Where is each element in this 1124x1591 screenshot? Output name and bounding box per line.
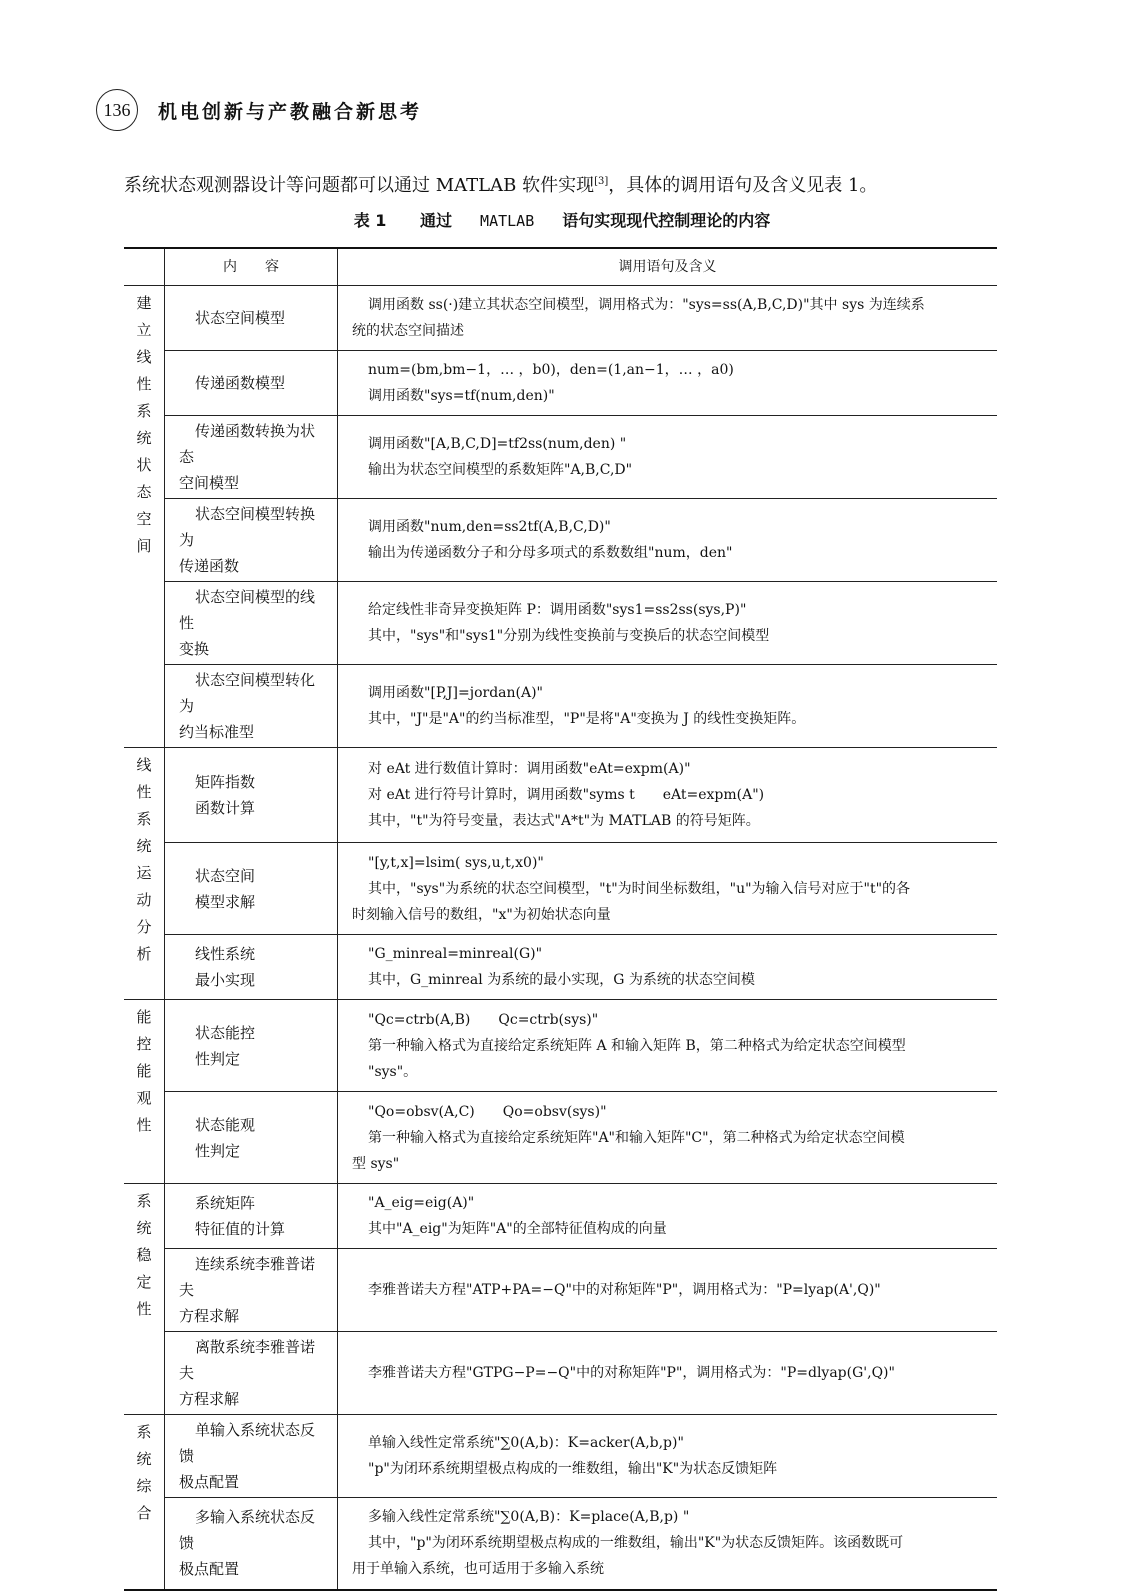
content-line: 性判定 bbox=[195, 1049, 241, 1068]
header-statements: 调用语句及含义 bbox=[338, 248, 998, 286]
statement-cell bbox=[338, 286, 998, 351]
content-cell bbox=[165, 843, 338, 935]
content-line: 状态空间 bbox=[195, 866, 256, 885]
caption-prefix: 通过 bbox=[420, 211, 453, 230]
content-line: 状态空间模型转换为 bbox=[179, 505, 316, 549]
content-line: 传递函数转换为状态 bbox=[179, 422, 316, 466]
statement-line: 型 sys" bbox=[352, 1155, 400, 1172]
content-cell bbox=[165, 748, 338, 843]
statement-line: 其中，"sys"和"sys1"分别为线性变换前与变换后的状态空间模型 bbox=[368, 628, 770, 644]
statement-line: 其中，"t"为符号变量，表达式"A*t"为 MATLAB 的符号矩阵。 bbox=[368, 813, 760, 829]
table-row bbox=[124, 1092, 997, 1184]
statement-line: num=(bm,bm−1，… ，b0)，den=(1,an−1，… ，a0) bbox=[368, 362, 734, 378]
content-line: 系统矩阵 bbox=[195, 1194, 256, 1212]
content-line: 方程求解 bbox=[179, 1307, 240, 1325]
content-line: 传递函数 bbox=[179, 557, 240, 575]
content-line: 特征值的计算 bbox=[195, 1220, 286, 1238]
category-cell bbox=[124, 1184, 165, 1415]
statement-cell bbox=[338, 748, 998, 843]
statement-line: 时刻输入信号的数组，"x"为初始状态向量 bbox=[352, 906, 611, 923]
content-line: 单输入系统状态反馈 bbox=[179, 1421, 316, 1465]
content-cell bbox=[165, 582, 338, 665]
statement-cell bbox=[338, 1092, 998, 1184]
statement-line: 调用函数"sys=tf(num,den)" bbox=[368, 388, 555, 404]
content-cell bbox=[165, 1498, 338, 1590]
statement-line: 给定线性非奇异变换矩阵 P：调用函数"sys1=ss2ss(sys,P)" bbox=[368, 602, 747, 618]
statement-cell bbox=[338, 1000, 998, 1092]
category-label: 系统稳定性 bbox=[136, 1192, 152, 1318]
content-line: 状态空间模型转化为 bbox=[179, 671, 316, 715]
content-line: 空间模型 bbox=[179, 474, 240, 492]
statement-cell bbox=[338, 1249, 998, 1332]
content-line: 函数计算 bbox=[195, 799, 256, 817]
citation-ref: [3] bbox=[594, 176, 609, 187]
caption-label: 表 1 bbox=[353, 211, 387, 230]
category-label: 能控能观性 bbox=[136, 1008, 152, 1134]
content-cell bbox=[165, 1000, 338, 1092]
intro-text: 系统状态观测器设计等问题都可以通过 MATLAB 软件实现 bbox=[124, 175, 595, 196]
statement-line: 第一种输入格式为直接给定系统矩阵 A 和输入矩阵 B，第二种格式为给定状态空间模型 bbox=[368, 1037, 906, 1054]
statement-line: "[y,t,x]=lsim( sys,u,t,x0)" bbox=[368, 854, 544, 871]
content-cell bbox=[165, 286, 338, 351]
statement-cell bbox=[338, 665, 998, 748]
content-cell bbox=[165, 1415, 338, 1498]
caption-matlab: MATLAB bbox=[480, 212, 535, 230]
category-label: 系统综合 bbox=[136, 1423, 152, 1522]
table-body bbox=[124, 286, 997, 1590]
statement-line: "G_minreal=minreal(G)" bbox=[368, 946, 543, 962]
caption-suffix: 语句实现现代控制理论的内容 bbox=[562, 211, 771, 230]
statement-line: 统的状态空间描述 bbox=[352, 323, 464, 339]
content-line: 变换 bbox=[179, 640, 210, 658]
statement-line: 其中"A_eig"为矩阵"A"的全部特征值构成的向量 bbox=[368, 1221, 667, 1237]
table-row bbox=[124, 665, 997, 748]
statement-line: 调用函数"[P,J]=jordan(A)" bbox=[368, 685, 543, 701]
content-line: 极点配置 bbox=[179, 1473, 240, 1491]
statement-line: 其中，G_minreal 为系统的最小实现，G 为系统的状态空间模 bbox=[368, 972, 755, 988]
statement-line: 输出为传递函数分子和分母多项式的系数数组"num，den" bbox=[368, 545, 733, 561]
header-content: 内 容 bbox=[165, 248, 338, 286]
content-line: 约当标准型 bbox=[179, 723, 255, 741]
statement-line: 单输入线性定常系统"∑0(A,b)：K=acker(A,b,p)" bbox=[368, 1435, 684, 1451]
statement-cell bbox=[338, 935, 998, 1000]
content-cell bbox=[165, 665, 338, 748]
content-line: 最小实现 bbox=[195, 971, 256, 989]
statement-line: 输出为状态空间模型的系数矩阵"A,B,C,D" bbox=[368, 462, 633, 478]
intro-paragraph bbox=[124, 168, 1000, 200]
statement-cell bbox=[338, 1498, 998, 1590]
content-line: 矩阵指数 bbox=[195, 773, 256, 791]
table-row bbox=[124, 582, 997, 665]
statement-line: 其中，"J"是"A"的约当标准型，"P"是将"A"变换为 J 的线性变换矩阵。 bbox=[368, 711, 806, 727]
table-caption bbox=[124, 208, 1000, 231]
table-row bbox=[124, 935, 997, 1000]
statement-line: 调用函数 ss(·)建立其状态空间模型，调用格式为："sys=ss(A,B,C,D)"其中 sys 为连续系 bbox=[368, 297, 925, 313]
statement-line: "sys"。 bbox=[368, 1063, 418, 1080]
content-line: 模型求解 bbox=[195, 892, 256, 911]
statement-line: 调用函数"num,den=ss2tf(A,B,C,D)" bbox=[368, 519, 611, 535]
table-row bbox=[124, 1249, 997, 1332]
table-row bbox=[124, 1184, 997, 1249]
book-title: 机电创新与产教融合新思考 bbox=[158, 100, 423, 123]
statement-line: 其中，"p"为闭环系统期望极点构成的一维数组，输出"K"为状态反馈矩阵。该函数既可 bbox=[368, 1535, 904, 1552]
content-line: 多输入系统状态反馈 bbox=[179, 1508, 316, 1553]
statement-cell bbox=[338, 499, 998, 582]
content-cell bbox=[165, 416, 338, 499]
content-cell bbox=[165, 1184, 338, 1249]
statement-cell bbox=[338, 416, 998, 499]
category-label: 建立线性系统状态空间 bbox=[136, 294, 152, 555]
statement-line: 对 eAt 进行符号计算时，调用函数"syms t eAt=expm(A") bbox=[368, 787, 765, 803]
table-row bbox=[124, 286, 997, 351]
content-cell bbox=[165, 1332, 338, 1415]
table-row bbox=[124, 1000, 997, 1092]
table-row bbox=[124, 1415, 997, 1498]
table-row bbox=[124, 499, 997, 582]
content-cell bbox=[165, 499, 338, 582]
category-cell bbox=[124, 748, 165, 1000]
statement-line: 多输入线性定常系统"∑0(A,B)：K=place(A,B,p) " bbox=[368, 1509, 690, 1526]
table-header-row bbox=[124, 248, 997, 286]
table-row bbox=[124, 1332, 997, 1415]
statement-line: 对 eAt 进行数值计算时：调用函数"eAt=expm(A)" bbox=[368, 761, 691, 777]
statement-cell bbox=[338, 351, 998, 416]
table-row bbox=[124, 748, 997, 843]
content-line: 状态空间模型 bbox=[195, 309, 286, 327]
statement-cell bbox=[338, 843, 998, 935]
category-label: 线性系统运动分析 bbox=[136, 756, 152, 963]
content-line: 极点配置 bbox=[179, 1560, 240, 1579]
statement-cell bbox=[338, 582, 998, 665]
statement-line: 李雅普诺夫方程"GTPG−P=−Q"中的对称矩阵"P"，调用格式为："P=dlyap(G',Q)" bbox=[368, 1365, 895, 1381]
content-cell bbox=[165, 351, 338, 416]
content-line: 状态空间模型的线性 bbox=[179, 588, 316, 632]
content-cell bbox=[165, 1249, 338, 1332]
statement-line: 用于单输入系统，也可适用于多输入系统 bbox=[352, 1561, 604, 1578]
statement-line: "A_eig=eig(A)" bbox=[368, 1195, 475, 1211]
table-row bbox=[124, 1498, 997, 1590]
content-line: 连续系统李雅普诺夫 bbox=[179, 1255, 316, 1299]
statement-line: 李雅普诺夫方程"ATP+PA=−Q"中的对称矩阵"P"，调用格式为："P=lyap(A',Q)" bbox=[368, 1282, 881, 1298]
table-row bbox=[124, 843, 997, 935]
content-line: 离散系统李雅普诺夫 bbox=[179, 1338, 316, 1382]
category-cell bbox=[124, 1415, 165, 1590]
content-line: 状态能观 bbox=[195, 1115, 256, 1134]
page-number: 136 bbox=[96, 89, 138, 131]
content-line: 性判定 bbox=[195, 1141, 241, 1160]
content-line: 方程求解 bbox=[179, 1390, 240, 1408]
statement-line: "Qc=ctrb(A,B) Qc=ctrb(sys)" bbox=[368, 1011, 599, 1028]
content-cell bbox=[165, 1092, 338, 1184]
statement-line: "Qo=obsv(A,C) Qo=obsv(sys)" bbox=[368, 1103, 607, 1120]
statement-line: 其中，"sys"为系统的状态空间模型，"t"为时间坐标数组，"u"为输入信号对应于"t"的各 bbox=[368, 880, 911, 897]
content-line: 状态能控 bbox=[195, 1023, 256, 1042]
content-line: 传递函数模型 bbox=[195, 374, 286, 392]
category-cell bbox=[124, 286, 165, 748]
table-row bbox=[124, 351, 997, 416]
statement-line: 调用函数"[A,B,C,D]=tf2ss(num,den) " bbox=[368, 436, 627, 452]
content-line: 线性系统 bbox=[195, 945, 256, 963]
matlab-table bbox=[124, 247, 997, 1591]
intro-text-after: ，具体的调用语句及含义见表 1。 bbox=[608, 175, 878, 196]
header-category bbox=[124, 248, 165, 286]
page-header bbox=[96, 88, 422, 132]
category-cell bbox=[124, 1000, 165, 1184]
statement-cell bbox=[338, 1415, 998, 1498]
content-cell bbox=[165, 935, 338, 1000]
statement-cell bbox=[338, 1184, 998, 1249]
statement-line: "p"为闭环系统期望极点构成的一维数组，输出"K"为状态反馈矩阵 bbox=[368, 1461, 778, 1477]
statement-cell bbox=[338, 1332, 998, 1415]
table-row bbox=[124, 416, 997, 499]
statement-line: 第一种输入格式为直接给定系统矩阵"A"和输入矩阵"C"，第二种格式为给定状态空间模 bbox=[368, 1129, 905, 1146]
